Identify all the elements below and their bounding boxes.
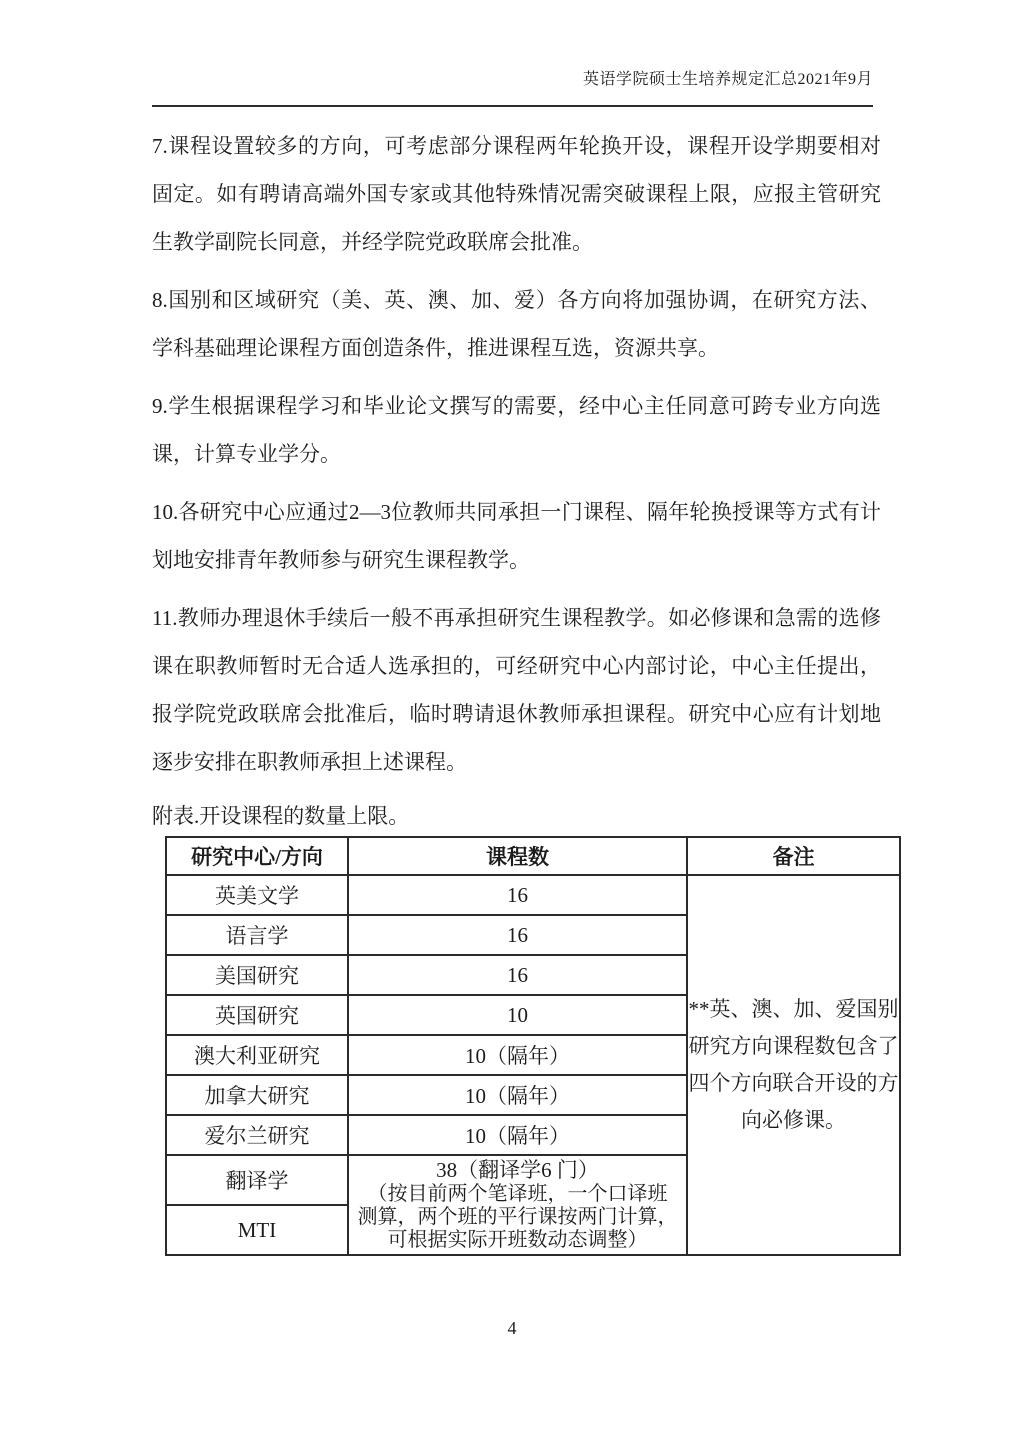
center-cell: 加拿大研究 (166, 1075, 348, 1115)
course-limit-table (165, 836, 901, 1256)
note-cell: **英、澳、加、爱国别研究方向课程数包含了四个方向联合开设的方向必修课。 (687, 875, 900, 1255)
column-header-count: 课程数 (348, 837, 687, 875)
count-cell: 16 (348, 915, 687, 955)
center-cell: 美国研究 (166, 955, 348, 995)
count-line: 38（翻译学6 门） (436, 1158, 599, 1182)
count-line: （按目前两个笔译班，一个口译班 (367, 1183, 668, 1205)
page-number: 4 (507, 1318, 517, 1338)
center-cell: 英国研究 (166, 995, 348, 1035)
table-header-row (166, 837, 900, 875)
center-cell: 爱尔兰研究 (166, 1115, 348, 1155)
paragraph-9: 9.学生根据课程学习和毕业论文撰写的需要，经中心主任同意可跨专业方向选课，计算专业学分。 (152, 394, 881, 466)
count-line: 测算，两个班的平行课按两门计算， (357, 1206, 678, 1228)
count-line: 可根据实际开班数动态调整） (387, 1229, 648, 1251)
count-cell: 16 (348, 875, 687, 915)
paragraph-7: 7.课程设置较多的方向，可考虑部分课程两年轮换开设，课程开设学期要相对固定。如有聘请高端外国专家或其他特殊情况需突破课程上限，应报主管研究生教学副院长同意，并经学院党政联席会批准。 (152, 134, 881, 254)
paragraph-11: 11.教师办理退休手续后一般不再承担研究生课程教学。如必修课和急需的选修课在职教师暂时无合适人选承担的，可经研究中心内部讨论，中心主任提出，报学院党政联席会批准后，临时聘请退休教师承担课程。研究中心应有计划地逐步安排在职教师承担上述课程。 (152, 606, 881, 774)
header-rule (152, 105, 873, 107)
center-cell: 英美文学 (166, 875, 348, 915)
count-cell: 16 (348, 955, 687, 995)
center-cell: MTI (166, 1205, 348, 1255)
column-header-center: 研究中心/方向 (166, 837, 348, 875)
table-row (166, 875, 900, 915)
running-header: 英语学院硕士生培养规定汇总2021年9月 (582, 71, 873, 88)
center-cell: 翻译学 (166, 1155, 348, 1205)
column-header-note: 备注 (687, 837, 900, 875)
count-cell: 10（隔年） (348, 1115, 687, 1155)
count-cell: 10 (348, 995, 687, 1035)
center-cell: 澳大利亚研究 (166, 1035, 348, 1075)
count-cell-merged (348, 1155, 687, 1255)
count-cell: 10（隔年） (348, 1035, 687, 1075)
page-content (152, 122, 899, 1256)
center-cell: 语言学 (166, 915, 348, 955)
paragraph-8: 8.国别和区域研究（美、英、澳、加、爱）各方向将加强协调，在研究方法、学科基础理论课程方面创造条件，推进课程互选，资源共享。 (152, 288, 881, 360)
paragraph-10: 10.各研究中心应通过2—3位教师共同承担一门课程、隔年轮换授课等方式有计划地安排青年教师参与研究生课程教学。 (152, 500, 881, 572)
count-cell: 10（隔年） (348, 1075, 687, 1115)
table-caption: 附表.开设课程的数量上限。 (152, 804, 410, 828)
